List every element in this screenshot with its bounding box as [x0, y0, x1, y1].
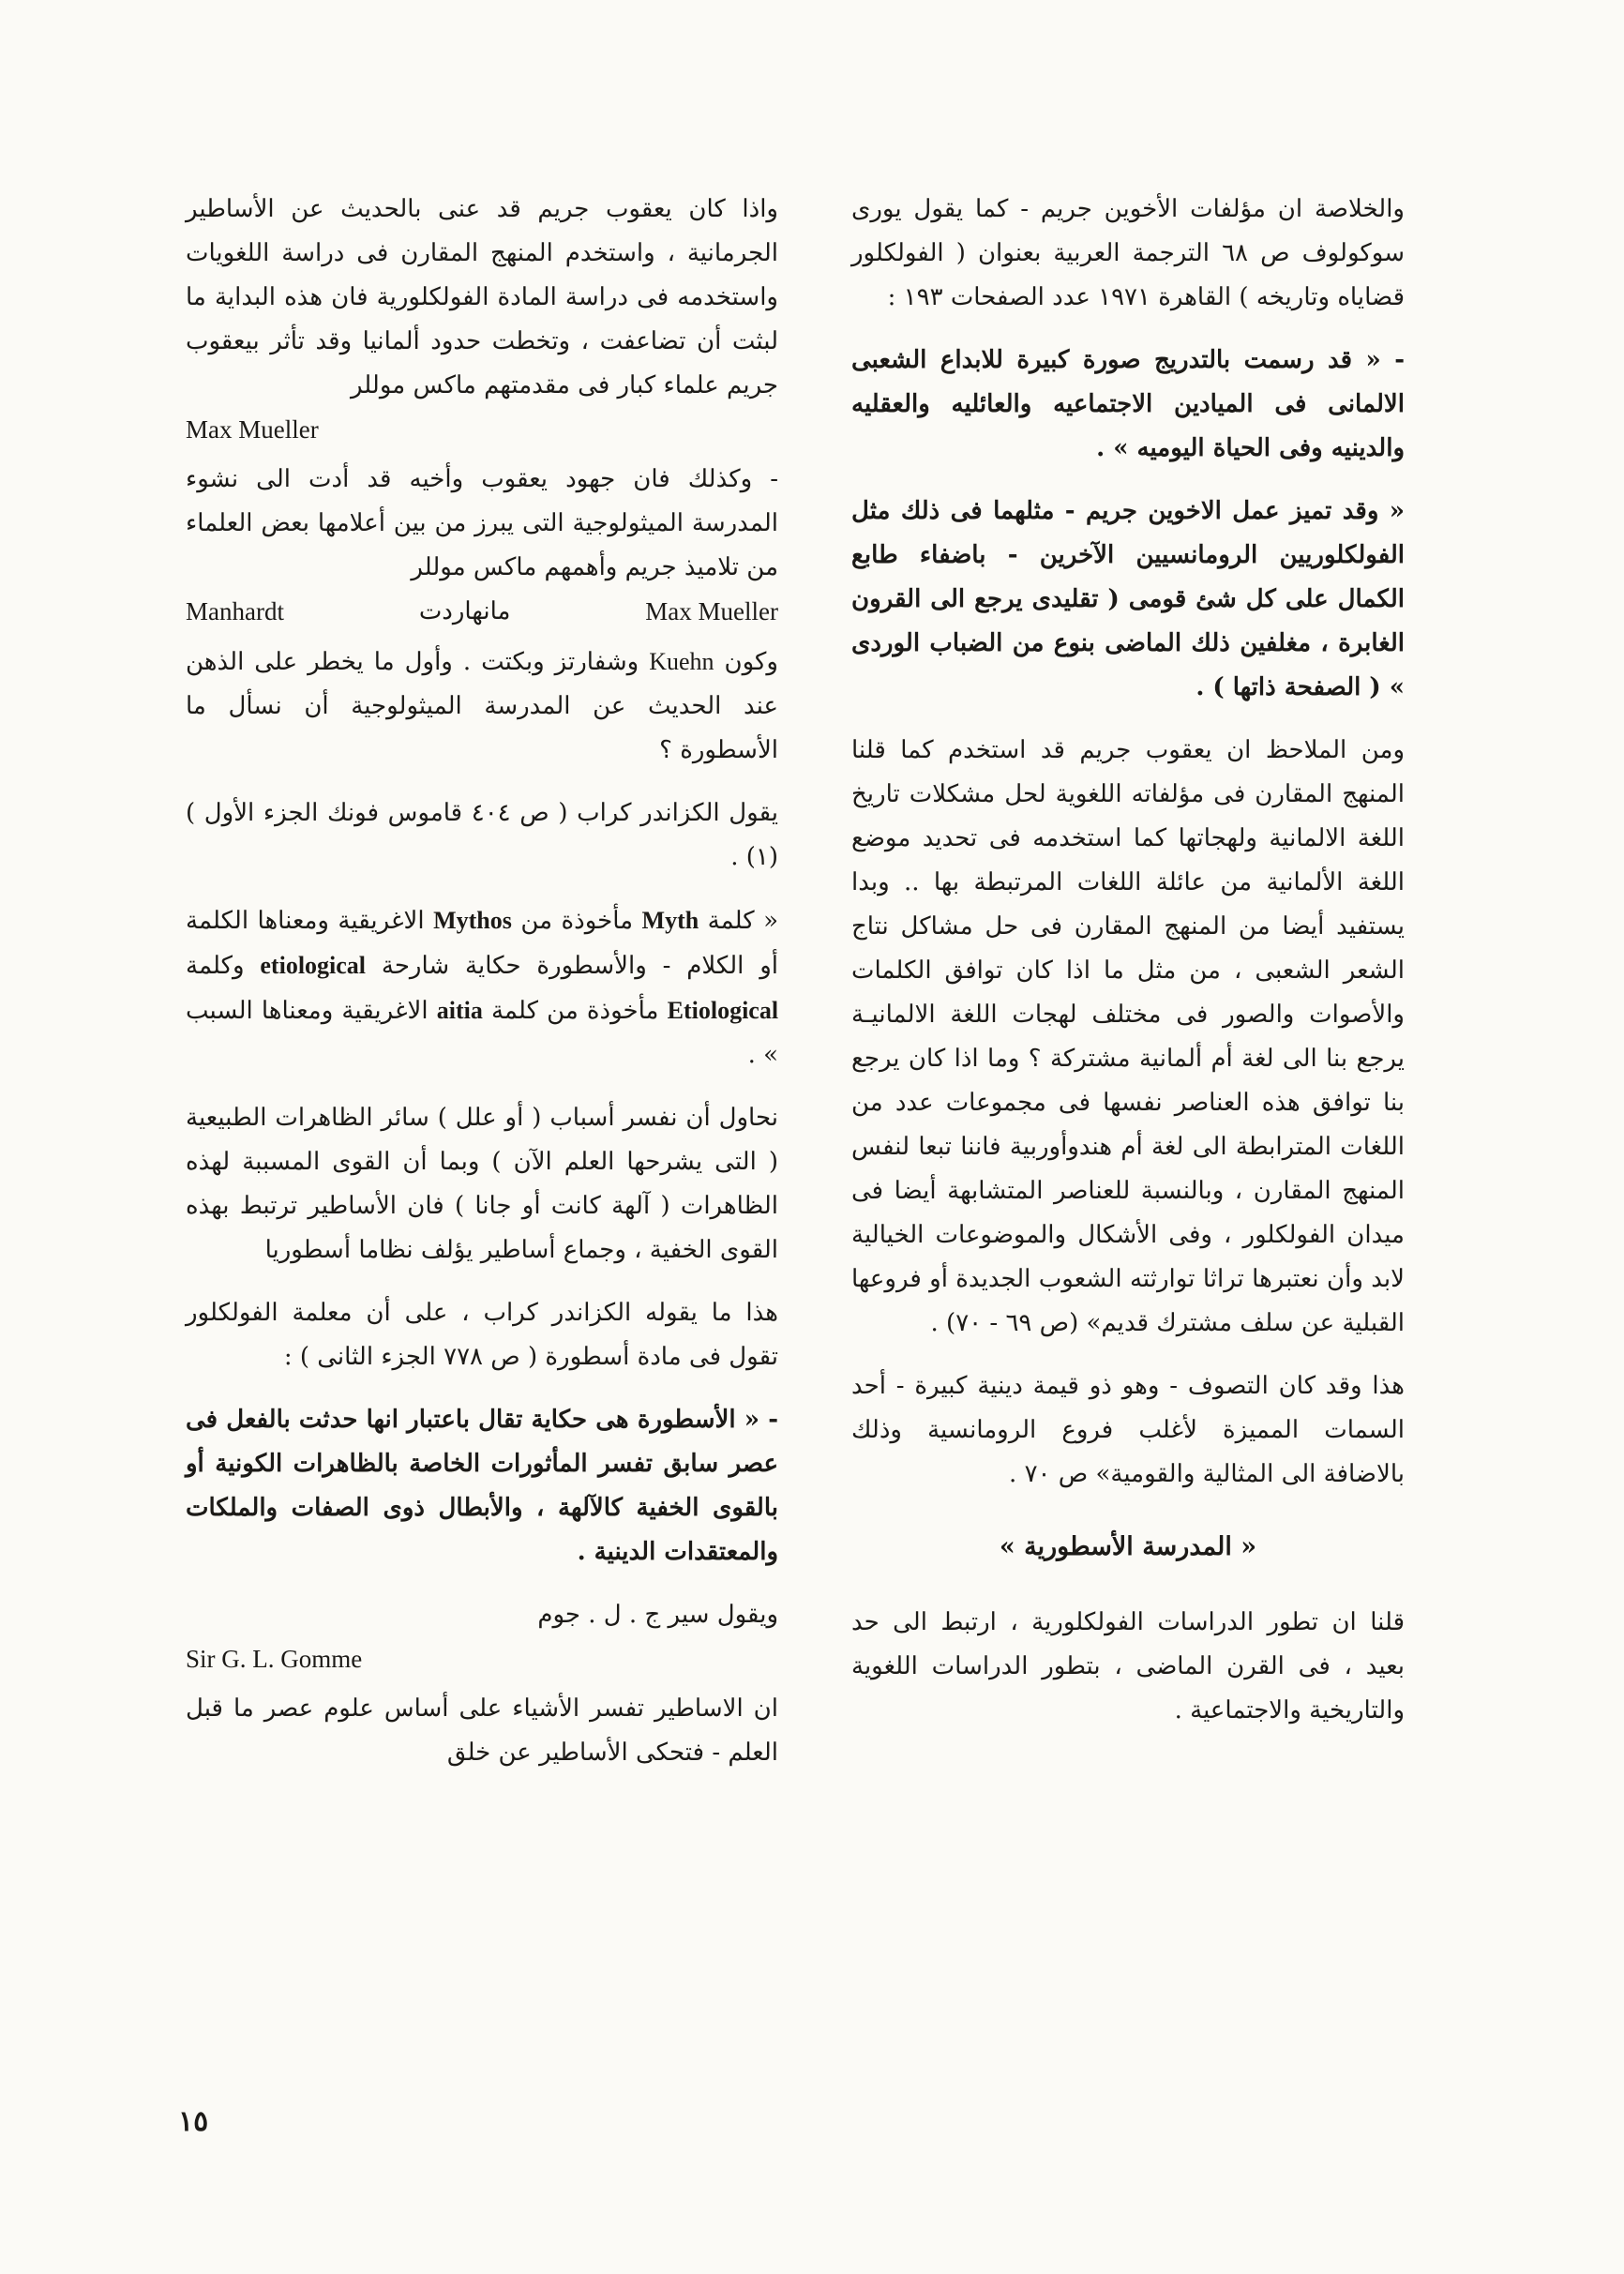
meaning-cause-text: ومعناها السبب » .: [186, 997, 778, 1069]
paragraph-gomme-intro: ويقول سير ج . ل . جوم: [537, 1601, 778, 1629]
latin-etiological-lowercase: etiological: [260, 952, 367, 979]
paragraph-grimm-legacy: واذا كان يعقوب جريم قد عنى بالحديث عن الأساطير الجرمانية ، واستخدم المنهج المقارن فى دراسة اللغويات واستخدمه فى دراسة المادة الفولكلورية فان هذه البداية ما لبثت أن تضاعفت ، وتخطت حدود ألمانيا وقد تأثر بيعقوب جريم علماء كبار فى مقدمتهم ماكس موللر: [186, 195, 778, 399]
word-greek: الاغريقية: [341, 997, 429, 1025]
latin-mythos: Mythos: [433, 907, 512, 934]
latin-kuehn: Kuehn: [649, 648, 714, 675]
latin-names-row: [186, 590, 778, 634]
quote-sokolov-1: - « قد رسمت بالتدريج صورة كبيرة للابداع الشعبى الالمانى فى الميادين الاجتماعيه والعائليه والعقليه والدينيه وفى الحياة اليوميه » .: [851, 346, 1405, 462]
kuehn-prefix: وكون: [724, 648, 778, 676]
paragraph-myth-definition: [186, 898, 778, 1077]
paragraph-mysticism: هذا وقد كان التصوف - وهو ذو قيمة دينية كبيرة - أحد السمات المميزة لأغلب فروع الرومانسية وذلك بالاضافة الى المثالية والقومية» ص ٧٠ .: [851, 1372, 1405, 1488]
paragraph-prescience: ان الاساطير تفسر الأشياء على أساس علوم عصر ما قبل العلم - فتحكى الأساطير عن خلق: [186, 1694, 778, 1767]
paragraph-comparative-method: ومن الملاحظ ان يعقوب جريم قد استخدم كما قلنا المنهج المقارن فى مؤلفاته اللغوية لحل مشكلات تاريخ اللغة الالمانية ولهجاتها كما استخدمه فى تحديد موضع اللغة الألمانية من عائلة اللغات المرتبطة بها .. وبدا يستفيد أيضا من المنهج المقارن فى حل مشاكل نتاج الشعر الشعبى ، من مثل ما اذا كان توافق الكلمات والأصوات والصور فى مختلف لهجات اللغة الالمانيـة يرجع بنا الى لغة أم ألمانية مشتركة ؟ وما اذا كان يرجع بنا توافق هذه العناصر نفسها فى مجموعات عدد من اللغات المترابطة الى لغة أم هندوأوربية فاننا تبعا لنفس المنهج المقارن ، وبالنسبة للعناصر المتشابهة أيضا فى ميدان الفولكلور ، وفى الأشكال والموضوعات الخيالية لابد وأن نعتبرها تراثا توارثته الشعوب الجديدة أو فروعها القبلية عن سلف مشترك قديم» (ص ٦٩ - ٧٠) .: [851, 736, 1405, 1337]
right-column: [851, 188, 1405, 1752]
paragraph-folklore-development: قلنا ان تطور الدراسات الفولكلورية ، ارتبط الى حد بعيد ، فى القرن الماضى ، بتطور الدراسات اللغوية والتاريخية والاجتماعية .: [851, 1608, 1405, 1724]
latin-gomme: Sir G. L. Gomme: [186, 1645, 363, 1673]
word-from: مأخوذة من: [520, 907, 634, 935]
section-heading: « المدرسة الأسطورية »: [999, 1532, 1257, 1561]
paragraph-krappe-citation: يقول الكزاندر كراب ( ص ٤٠٤ قاموس فونك الجزء الأول ) (١) .: [186, 799, 778, 871]
latin-aitia: aitia: [436, 997, 483, 1024]
word-and-kalima: وكلمة: [186, 952, 245, 980]
paragraph-summary: والخلاصة ان مؤلفات الأخوين جريم - كما يقول يورى سوكولوف ص ٦٨ الترجمة العربية بعنوان ( الفولكلور قضاياه وتاريخه ) القاهرة ١٩٧١ عدد الصفحات ١٩٣ :: [851, 195, 1405, 311]
paragraph-kuehn: [186, 640, 778, 773]
arabic-manhardt: مانهاردت: [418, 597, 511, 625]
quote-sokolov-2: « وقد تميز عمل الاخوين جريم - مثلهما فى ذلك مثل الفولكلوريين الرومانسيين الآخرين - باضفاء طابع الكمال على كل شئ قومى ( تقليدى يرجع الى القرون الغابرة ، مغلفين ذلك الماضى بنوع من الضباب الوردى » ( الصفحة ذاتها ) .: [851, 497, 1405, 701]
latin-manhardt: Manhardt: [186, 597, 284, 625]
paragraph-natural-phenomena: نحاول أن نفسر أسباب ( أو علل ) سائر الظاهرات الطبيعية ( التى يشرحها العلم الآن ) وبما أن القوى المسببة لهذه الظاهرات ( آلهة كانت أو جانا ) فان الأساطير ترتبط بهذه القوى الخفية ، وجماع أساطير يؤلف نظاما أسطوريا: [186, 1104, 778, 1264]
paragraph-folklore-encyclopedia: هذا ما يقوله الكزاندر كراب ، على أن معلمة الفولكلور تقول فى مادة أسطورة ( ص ٧٧٨ الجزء الثانى ) :: [186, 1299, 778, 1371]
word-kalima: « كلمة: [707, 907, 778, 935]
latin-etiological: Etiological: [667, 997, 779, 1024]
latin-myth: Myth: [641, 907, 699, 934]
latin-max-mueller-2: Max Mueller: [645, 597, 778, 625]
quote-myth-definition: - « الأسطورة هى حكاية تقال باعتبار انها حدثت بالفعل فى عصر سابق تفسر المأثورات الخاصة بالظاهرات الكونية أو بالقوى الخفية كالآلهة ، والأبطال ذوى الصفات والملكات والمعتقدات الدينية .: [186, 1406, 779, 1566]
page-number: ١٥: [178, 2105, 209, 2138]
myth-definition-text: الاغريقية ومعناها الكلمة أو الكلام - والأسطورة حكاية شارحة: [186, 907, 779, 980]
latin-max-mueller-1: Max Mueller: [186, 415, 319, 444]
paragraph-mythological-school: - وكذلك فان جهود يعقوب وأخيه قد أدت الى نشوء المدرسة الميثولوجية التى يبرز من بين أعلامها بعض العلماء من تلاميذ جريم وأهمهم ماكس موللر: [186, 465, 778, 581]
left-column: [186, 188, 778, 1794]
derived-from-text: مأخوذة من كلمة: [490, 997, 659, 1025]
paragraph-what-is-myth: وشفارتز وبكتت . وأول ما يخطر على الذهن عند الحديث عن المدرسة الميثولوجية أن نسأل ما الأسطورة ؟: [186, 648, 778, 764]
